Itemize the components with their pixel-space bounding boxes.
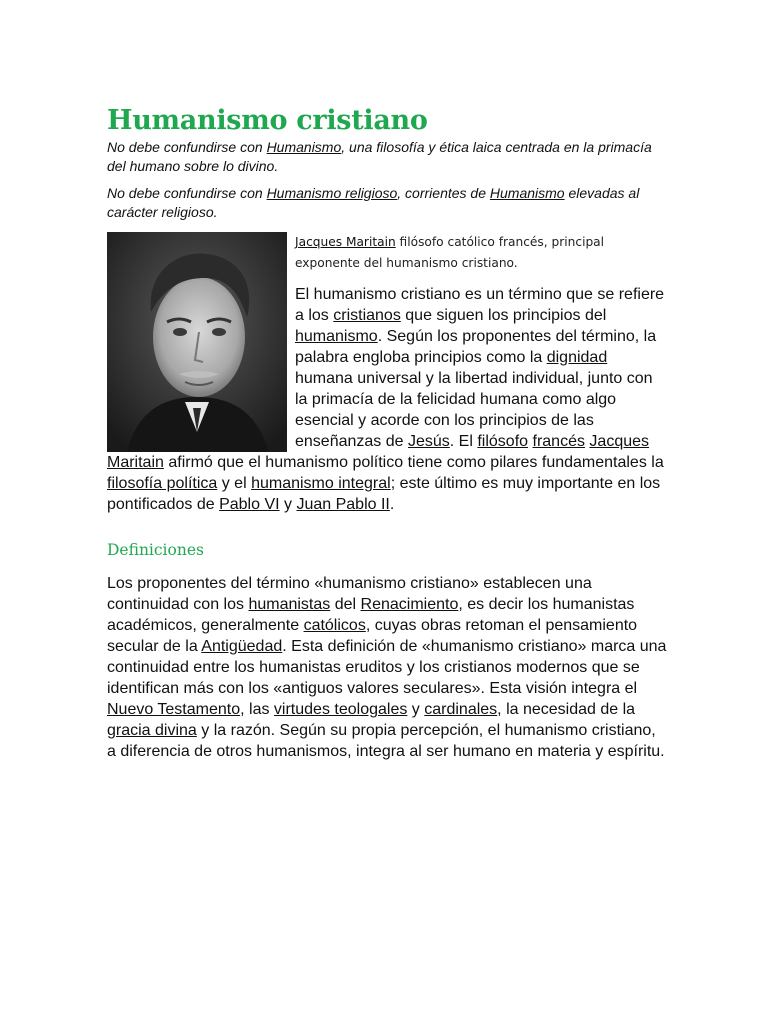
link-virtudes-teologales[interactable]: virtudes teologales [273, 701, 408, 718]
link-pablo-vi[interactable]: Pablo VI [219, 496, 280, 513]
link-humanismo-religioso[interactable]: Humanismo religioso [266, 185, 398, 201]
portrait-image [107, 232, 287, 452]
portrait-photo [107, 232, 287, 452]
text: . Según los proponentes del término, la palabra engloba principios como la [295, 328, 657, 366]
link-humanismo-integral[interactable]: humanismo integral [251, 475, 391, 492]
link-humanismo-intro[interactable]: humanismo [295, 328, 378, 345]
link-humanismo[interactable]: Humanismo [266, 139, 342, 155]
text: , es decir los humanistas académicos, generalmente [107, 596, 635, 634]
caption-text: filósofo católico francés, principal exponente del humanismo cristiano. [295, 235, 605, 270]
text: . El [449, 433, 478, 450]
text: , cuyas obras retoman el pensamiento secular de la [107, 617, 638, 655]
page-title: Humanismo cristiano [107, 105, 428, 136]
text: Los proponentes del término «humanismo cristiano» establecen una continuidad con los [107, 575, 592, 613]
text: . Esta definición de «humanismo cristiano» marca una continuidad entre los humanistas eruditos y los cristianos modernos que se identifican más con los «antiguos valores seculares». Esta visión integra el [107, 638, 667, 697]
link-cardinales[interactable]: cardinales [424, 701, 498, 718]
text: , las [240, 701, 274, 718]
link-humanistas[interactable]: humanistas [248, 596, 331, 613]
note-text: elevadas al carácter religioso. [107, 185, 640, 220]
link-catolicos[interactable]: católicos [303, 617, 366, 634]
text: afirmó que el humanismo político tiene como pilares fundamentales la [163, 454, 664, 471]
article-content [107, 104, 667, 762]
link-antiguedad[interactable]: Antigüedad [201, 638, 283, 655]
link-nuevo-testamento[interactable]: Nuevo Testamento [107, 701, 241, 718]
text: ; este último es muy importante en los pontificados de [107, 475, 661, 513]
text: y la razón. Según su propia percepción, el humanismo cristiano, a diferencia de otros humanismos, integra al ser humano en materia y espíritu. [107, 722, 665, 760]
note-text: No debe confundirse con [107, 139, 267, 155]
link-jesus[interactable]: Jesús [407, 433, 450, 450]
link-dignidad[interactable]: dignidad [546, 349, 608, 366]
link-gracia-divina[interactable]: gracia divina [107, 722, 197, 739]
disambiguation-note-2 [107, 184, 667, 222]
link-renacimiento[interactable]: Renacimiento [360, 596, 459, 613]
text: humana universal y la libertad individual, junto con la primacía de la felicidad humana como algo esencial y acorde con los principios de las enseñanzas de [295, 370, 653, 450]
text: , la necesidad de la [497, 701, 636, 718]
link-frances[interactable]: francés [532, 433, 585, 450]
disambiguation-note-1 [107, 138, 667, 176]
text: y el [217, 475, 252, 492]
text: y [279, 496, 297, 513]
intro-block [107, 232, 667, 515]
text: que siguen los principios del [400, 307, 607, 324]
link-juan-pablo-ii[interactable]: Juan Pablo II [296, 496, 390, 513]
link-filosofo[interactable]: filósofo [477, 433, 529, 450]
link-filosofia-politica[interactable]: filosofía política [107, 475, 218, 492]
note-text: No debe confundirse con [107, 185, 267, 201]
text: y [407, 701, 425, 718]
link-jacques-maritain[interactable]: Jacques Maritain [107, 433, 650, 471]
definitions-paragraph [107, 573, 667, 762]
note-text: , una filosofía y ética laica centrada en la primacía del humano sobre lo divino. [107, 139, 652, 174]
note-text: , corrientes de [397, 185, 490, 201]
link-cristianos[interactable]: cristianos [333, 307, 401, 324]
section-heading-definiciones: Definiciones [107, 541, 204, 559]
text: El humanismo cristiano es un término que se refiere a los [295, 286, 665, 324]
text: del [330, 596, 361, 613]
link-caption-jacques-maritain[interactable]: Jacques Maritain [295, 235, 396, 249]
text: . [389, 496, 395, 513]
link-humanismo-2[interactable]: Humanismo [489, 185, 565, 201]
